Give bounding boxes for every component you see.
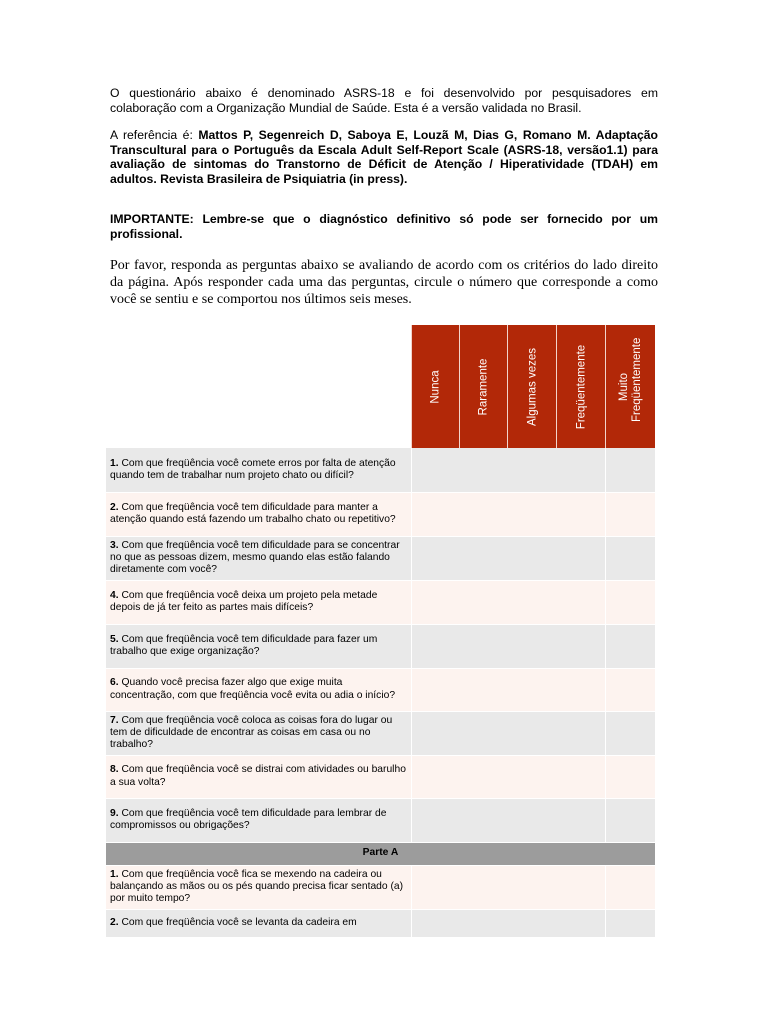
- answer-cell[interactable]: [605, 909, 655, 937]
- answer-cell[interactable]: [411, 448, 605, 492]
- answer-cell[interactable]: [605, 711, 655, 755]
- reference-citation: Mattos P, Segenreich D, Saboya E, Louzã M, Dias G, Romano M. Adaptação Transcultural para o Português da Escala Adult Self-Report Scale (ASRS-18, versão1.1) para avaliação de sintomas do Transtorno de Déficit de Atenção / Hiperatividade (TDAH) em adultos. Revista Brasileira de Psiquiatria (in press).: [110, 128, 658, 186]
- question-cell: 1. Com que freqüência você comete erros por falta de atenção quando tem de trabalhar num projeto chato ou difícil?: [106, 448, 411, 492]
- instructions-paragraph: Por favor, responda as perguntas abaixo se avaliando de acordo com os critérios do lado direito da página. Após responder cada uma das perguntas, circule o número que corresponde a como você se sentiu e se comportou nos últimos seis meses.: [110, 258, 658, 308]
- answer-cell[interactable]: [605, 492, 655, 536]
- intro-line-2: colaboração com a Organização Mundial de Saúde. Esta é a versão validada no Brasil.: [110, 100, 582, 115]
- answer-cell[interactable]: [605, 668, 655, 711]
- intro-line-1: O questionário abaixo é denominado ASRS-18 e foi desenvolvido por pesquisadores em: [110, 86, 658, 100]
- answer-cell[interactable]: [411, 536, 605, 580]
- question-cell: 6. Quando você precisa fazer algo que exige muita concentração, com que freqüência você evita ou adia o início?: [106, 668, 411, 711]
- part-header-row: [106, 842, 655, 865]
- answer-cell[interactable]: [605, 536, 655, 580]
- table-row: [106, 624, 655, 668]
- column-header-label: Freqüentemente: [575, 344, 587, 429]
- answer-cell[interactable]: [411, 492, 605, 536]
- answer-cell[interactable]: [605, 798, 655, 842]
- table-row: [106, 798, 655, 842]
- column-header-label: Raramente: [477, 358, 490, 415]
- reference-paragraph: [110, 128, 658, 186]
- answer-cell[interactable]: [411, 755, 605, 798]
- answer-cell[interactable]: [605, 580, 655, 624]
- table-row: [106, 492, 655, 536]
- question-cell: 2. Com que freqüência você se levanta da cadeira em: [106, 909, 411, 937]
- intro-paragraph: [110, 86, 658, 115]
- column-header-label: Muito Freqüentemente: [617, 337, 643, 422]
- column-header-algumas-vezes: [507, 325, 557, 448]
- question-cell: 3. Com que freqüência você tem dificuldade para se concentrar no que as pessoas dizem, mesmo quando elas estão falando diretamente com você?: [106, 536, 411, 580]
- answer-cell[interactable]: [605, 448, 655, 492]
- column-header-raramente: [459, 325, 508, 448]
- important-note: IMPORTANTE: Lembre-se que o diagnóstico definitivo só pode ser fornecido por um profissional.: [110, 212, 658, 241]
- question-cell: 8. Com que freqüência você se distrai com atividades ou barulho a sua volta?: [106, 755, 411, 798]
- answer-cell[interactable]: [411, 580, 605, 624]
- table-row: [106, 755, 655, 798]
- table-row: [106, 580, 655, 624]
- question-cell: 4. Com que freqüência você deixa um projeto pela metade depois de já ter feito as partes mais difíceis?: [106, 580, 411, 624]
- column-header-frequentemente: [556, 325, 606, 448]
- table-row: [106, 711, 655, 755]
- table-row: [106, 536, 655, 580]
- reference-prefix: A referência é:: [110, 128, 199, 142]
- table-row: [106, 865, 655, 909]
- question-cell: 2. Com que freqüência você tem dificuldade para manter a atenção quando está fazendo um trabalho chato ou repetitivo?: [106, 492, 411, 536]
- answer-cell[interactable]: [605, 865, 655, 909]
- column-header-nunca: [411, 325, 460, 448]
- answer-cell[interactable]: [605, 755, 655, 798]
- questionnaire-table: [106, 448, 655, 938]
- question-cell: 1. Com que freqüência você fica se mexendo na cadeira ou balançando as mãos ou os pés quando precisa ficar sentado (a) por muito tempo?: [106, 865, 411, 909]
- part-label: Parte A: [106, 842, 655, 865]
- question-cell: 9. Com que freqüência você tem dificuldade para lembrar de compromissos ou obrigações?: [106, 798, 411, 842]
- answer-cell[interactable]: [411, 668, 605, 711]
- column-header-label: Algumas vezes: [526, 347, 538, 426]
- answer-cell[interactable]: [411, 624, 605, 668]
- answer-cell[interactable]: [411, 711, 605, 755]
- column-header-muito-frequentemente: [605, 325, 655, 448]
- question-cell: 7. Com que freqüência você coloca as coisas fora do lugar ou tem de dificuldade de encontrar as coisas em casa ou no trabalho?: [106, 711, 411, 755]
- column-header-label: Nunca: [429, 369, 442, 404]
- answer-cell[interactable]: [411, 798, 605, 842]
- table-row: [106, 448, 655, 492]
- answer-cell[interactable]: [411, 865, 605, 909]
- table-row: [106, 909, 655, 937]
- table-row: [106, 668, 655, 711]
- question-cell: 5. Com que freqüência você tem dificuldade para fazer um trabalho que exige organização?: [106, 624, 411, 668]
- answer-cell[interactable]: [411, 909, 605, 937]
- answer-cell[interactable]: [605, 624, 655, 668]
